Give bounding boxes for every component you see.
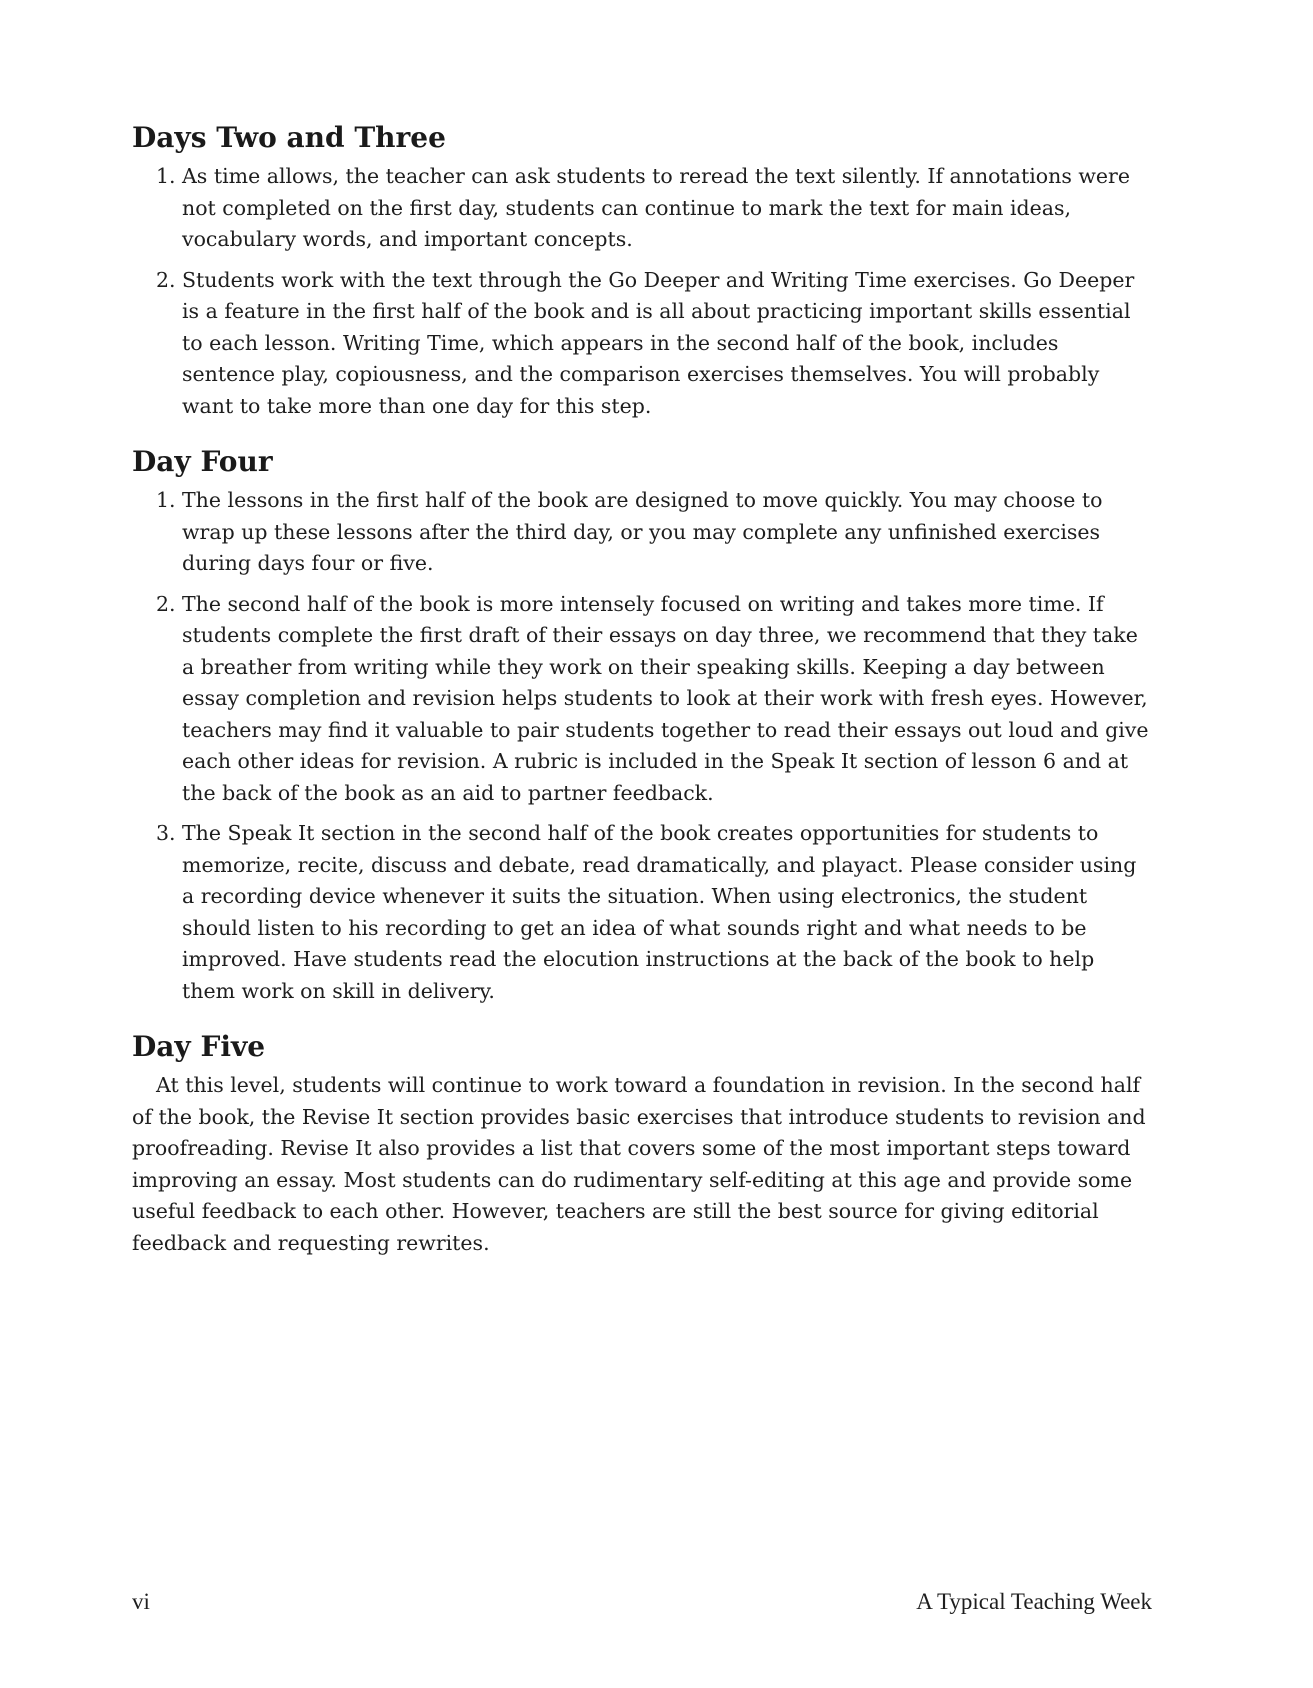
list-item-text: As time allows, the teacher can ask students to reread the text silently. If annotations were not completed on the first day, students can continue to mark the text for main ideas, vocabulary words, and important concepts.	[182, 164, 1130, 251]
numbered-list	[132, 161, 1152, 422]
section-day-five	[132, 1029, 1152, 1259]
section-days-two-and-three	[132, 120, 1152, 422]
numbered-list	[132, 485, 1152, 1007]
list-item	[132, 265, 1152, 423]
page-number: vi	[132, 1589, 150, 1614]
list-item	[132, 161, 1152, 256]
body-paragraph: At this level, students will continue to work toward a foundation in revision. In the second half of the book, the Revise It section provides basic exercises that introduce students to revision and proofreading. Revise It also provides a list that covers some of the most important steps toward improving an essay. Most students can do rudimentary self-editing at this age and provide some useful feedback to each other. However, teachers are still the best source for giving editorial feedback and requesting rewrites.	[132, 1073, 1146, 1255]
list-item	[132, 818, 1152, 1007]
list-item	[132, 485, 1152, 580]
list-item-number: 1.	[156, 164, 176, 188]
section-heading: Days Two and Three	[132, 121, 446, 154]
list-item-number: 2.	[156, 591, 176, 616]
list-item-text: The Speak It section in the second half of the book creates opportunities for students to memorize, recite, discuss and debate, read dramatically, and playact. Please consider using a recording device whenever it suits the situation. When using electronics, the student should listen to his recording to get an idea of what sounds right and what needs to be improved. Have students read the elocution instructions at the back of the book to help them work on skill in delivery.	[182, 821, 1137, 1003]
page-body	[132, 120, 1152, 1281]
running-title: A Typical Teaching Week	[916, 1589, 1152, 1614]
list-item-text: The second half of the book is more intensely focused on writing and takes more time. If students complete the first draft of their essays on day three, we recommend that they take a breather from writing while they work on their speaking skills. Keeping a day between essay completion and revision helps students to look at their work with fresh eyes. However, teachers may find it valuable to pair students together to read their essays out loud and give each other ideas for revision. A rubric is included in the Speak It section of lesson 6 and at the back of the book as an aid to partner feedback.	[182, 591, 1149, 805]
list-item-number: 3.	[156, 821, 176, 845]
list-item-number: 1.	[156, 488, 176, 512]
list-item-text: Students work with the text through the Go Deeper and Writing Time exercises. Go Deeper is a feature in the first half of the book and is all about practicing important skills essential to each lesson. Writing Time, which appears in the second half of the book, includes sentence play, copiousness, and the comparison exercises themselves. You will probably want to take more than one day for this step.	[182, 267, 1135, 418]
section-heading: Day Four	[132, 445, 273, 478]
list-item-number: 2.	[156, 267, 176, 292]
list-item-text: The lessons in the first half of the book are designed to move quickly. You may choose to wrap up these lessons after the third day, or you may complete any unfinished exercises during days four or five.	[182, 488, 1103, 575]
section-day-four	[132, 444, 1152, 1007]
list-item	[132, 589, 1152, 810]
section-heading: Day Five	[132, 1030, 266, 1063]
